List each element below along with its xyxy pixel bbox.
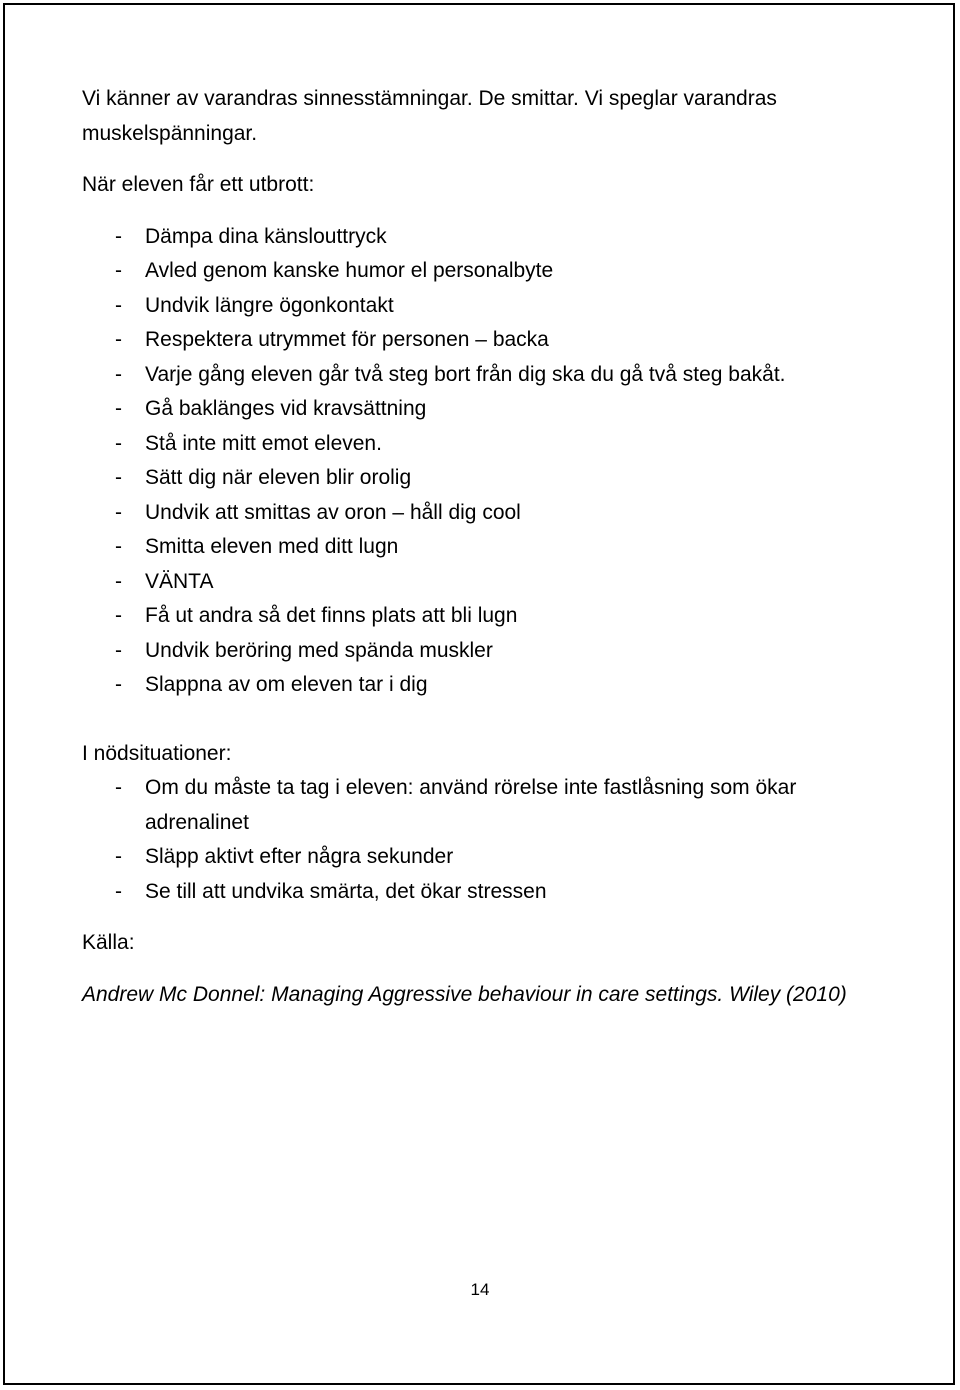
list-dash: -	[115, 569, 122, 593]
list-dash: -	[115, 293, 122, 317]
list-dash: -	[115, 500, 122, 524]
list-dash: -	[115, 638, 122, 662]
list-item: - Få ut andra så det finns plats att bli lugn	[82, 599, 862, 634]
list-item: - VÄNTA	[82, 565, 862, 600]
page-number: 14	[470, 1280, 490, 1299]
list-item: - Om du måste ta tag i eleven: använd rörelse inte fastlåsning som ökar adrenalinet	[82, 771, 862, 840]
intro-paragraph: Vi känner av varandras sinnesstämningar. De smittar. Vi speglar varandras muskelspänningar.	[82, 87, 777, 145]
list-dash: -	[115, 466, 122, 489]
section-heading-emergency: I nödsituationer:	[82, 741, 232, 765]
list-dash: -	[115, 259, 122, 282]
list-item: - Undvik beröring med spända muskler	[82, 634, 862, 669]
list-item: - Se till att undvika smärta, det ökar stressen	[82, 875, 862, 910]
list-dash: -	[115, 328, 122, 351]
list-dash: -	[115, 535, 122, 558]
list-item: - Sätt dig när eleven blir orolig	[82, 461, 862, 496]
outburst-list	[82, 220, 862, 703]
document-body	[82, 82, 862, 1012]
list-item: - Stå inte mitt emot eleven.	[82, 427, 862, 462]
list-item: - Avled genom kanske humor el personalbyte	[82, 254, 862, 289]
list-item: - Varje gång eleven går två steg bort från dig ska du gå två steg bakåt.	[82, 358, 862, 393]
list-dash: -	[115, 431, 122, 455]
section-heading-outburst: När eleven får ett utbrott:	[82, 173, 315, 196]
list-item: - Gå baklänges vid kravsättning	[82, 392, 862, 427]
list-dash: -	[115, 397, 122, 420]
list-dash: -	[115, 845, 122, 868]
list-item: - Släpp aktivt efter några sekunder	[82, 840, 862, 875]
list-item: - Slappna av om eleven tar i dig	[82, 668, 862, 703]
list-item: - Dämpa dina känslouttryck	[82, 220, 862, 255]
list-dash: -	[115, 673, 122, 696]
list-item: - Respektera utrymmet för personen – backa	[82, 323, 862, 358]
emergency-list	[82, 771, 862, 909]
list-dash: -	[115, 879, 122, 903]
source-label: Källa:	[82, 931, 135, 954]
list-dash: -	[115, 224, 122, 248]
list-dash: -	[115, 362, 122, 386]
source-citation: Andrew Mc Donnel: Managing Aggressive behaviour in care settings. Wiley (2010)	[82, 982, 847, 1006]
list-item: - Undvik att smittas av oron – håll dig cool	[82, 496, 862, 531]
list-dash: -	[115, 776, 122, 799]
list-item: - Undvik längre ögonkontakt	[82, 289, 862, 324]
list-dash: -	[115, 604, 122, 627]
list-item: - Smitta eleven med ditt lugn	[82, 530, 862, 565]
